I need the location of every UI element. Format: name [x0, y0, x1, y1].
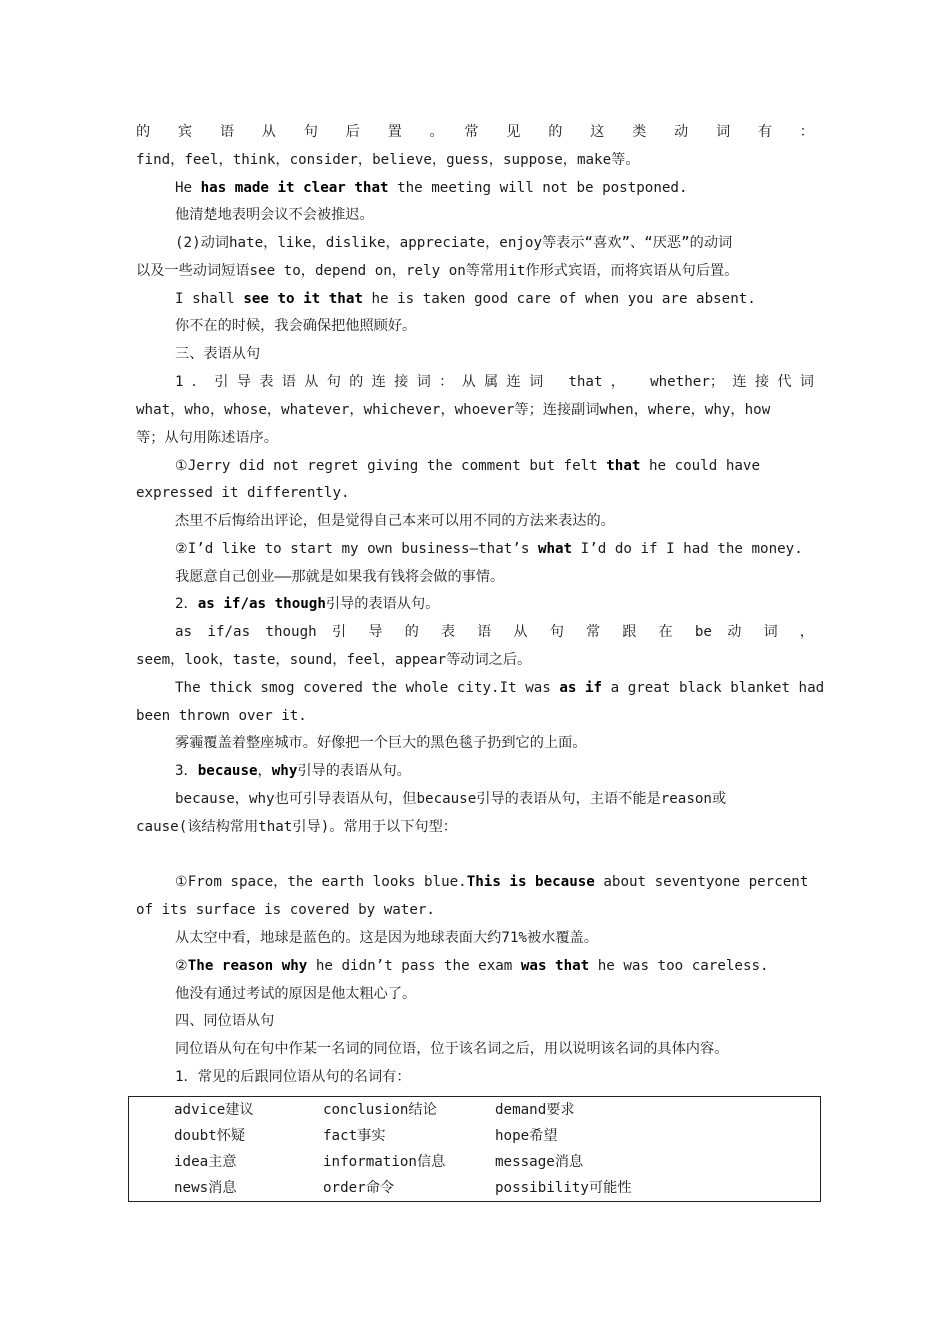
example-sentence: ①From space，the earth looks blue.This is because about seventyone percent — [175, 874, 809, 890]
table-cell: doubt怀疑 — [174, 1128, 246, 1144]
table-row — [129, 1123, 821, 1149]
translation-line: 你不在的时候，我会确保把他照顾好。 — [175, 318, 417, 334]
text-line: 同位语从句在句中作某一名词的同位语，位于该名词之后，用以说明该名词的具体内容。 — [175, 1041, 729, 1057]
example-sentence: ②The reason why he didn’t pass the exam was that he was too careless. — [175, 958, 769, 974]
text-line: 1．引导表语从句的连接词：从属连词 that， whether；连接代词 — [175, 374, 814, 390]
text-line: 的 宾 语 从 句 后 置 。 常 见 的 这 类 动 词 有 ： — [136, 124, 814, 140]
text-line: cause(该结构常用that引导)。常用于以下句型： — [136, 819, 457, 835]
highlight: what — [537, 541, 573, 557]
table-cell: idea主意 — [174, 1154, 237, 1170]
text-line: find，feel，think，consider，believe，guess，suppose，make等。 — [136, 152, 640, 168]
highlight: because — [197, 763, 258, 779]
table-cell: fact事实 — [323, 1128, 386, 1144]
text-line: what，who，whose，whatever，whichever，whoever等；连接副词when，where，why，how — [136, 402, 771, 418]
subheading: 2．as if/as though引导的表语从句。 — [175, 596, 440, 612]
translation-line: 他清楚地表明会议不会被推迟。 — [175, 207, 374, 223]
highlight: has made it clear that — [200, 180, 389, 196]
table-cell: message消息 — [495, 1154, 584, 1170]
section-heading: 三、表语从句 — [175, 346, 261, 362]
highlight: The reason why — [187, 958, 308, 974]
subheading: 3．because，why引导的表语从句。 — [175, 763, 411, 779]
section-heading: 四、同位语从句 — [175, 1013, 275, 1029]
table-cell: information信息 — [323, 1154, 446, 1170]
example-sentence: He has made it clear that the meeting will not be postponed. — [175, 180, 688, 196]
text-line: been thrown over it. — [136, 708, 307, 724]
subheading: 1．常见的后跟同位语从句的名词有： — [175, 1069, 411, 1085]
highlight: see to it that — [243, 291, 363, 307]
text-line: because，why也可引导表语从句，但because引导的表语从句，主语不能是reason或 — [175, 791, 727, 807]
text-line: 以及一些动词短语see to，depend on，rely on等常用it作形式宾语，而将宾语从句后置。 — [136, 263, 739, 279]
table-cell: conclusion结论 — [323, 1102, 437, 1118]
text-line: as if/as though 引 导 的 表 语 从 句 常 跟 在 be 动 词 ， — [175, 624, 814, 640]
highlight: as if/as though — [197, 596, 326, 612]
table-cell: news消息 — [174, 1180, 237, 1196]
example-sentence: ②I’d like to start my own business—that’s what I’d do if I had the money. — [175, 541, 803, 557]
highlight: as if — [559, 680, 603, 696]
table-row — [129, 1175, 821, 1202]
table-cell: demand要求 — [495, 1102, 575, 1118]
table-cell: hope希望 — [495, 1128, 558, 1144]
highlight: that — [606, 458, 641, 474]
translation-line: 雾霾覆盖着整座城市。好像把一个巨大的黑色毯子扔到它的上面。 — [175, 735, 587, 751]
noun-table — [128, 1096, 821, 1202]
text-line: of its surface is covered by water. — [136, 902, 435, 918]
table-row — [129, 1097, 821, 1124]
highlight: was that — [520, 958, 590, 974]
example-sentence: The thick smog covered the whole city.It was as if a great black blanket had — [175, 680, 825, 696]
text-line: seem，look，taste，sound，feel，appear等动词之后。 — [136, 652, 532, 668]
example-sentence: ①Jerry did not regret giving the comment but felt that he could have — [175, 458, 761, 474]
text-line: expressed it differently. — [136, 485, 350, 501]
example-sentence: I shall see to it that he is taken good care of when you are absent. — [175, 291, 756, 307]
translation-line: 他没有通过考试的原因是他太粗心了。 — [175, 986, 417, 1002]
translation-line: 杰里不后悔给出评论，但是觉得自己本来可以用不同的方法来表达的。 — [175, 513, 615, 529]
text-line: (2)动词hate，like，dislike，appreciate，enjoy等表示“喜欢”、“厌恶”的动词 — [175, 235, 733, 251]
table-row — [129, 1149, 821, 1175]
table-cell: advice建议 — [174, 1102, 254, 1118]
table-cell: possibility可能性 — [495, 1180, 632, 1196]
table-cell: order命令 — [323, 1180, 395, 1196]
translation-line: 从太空中看，地球是蓝色的。这是因为地球表面大约71%被水覆盖。 — [175, 930, 598, 946]
translation-line: 我愿意自己创业——那就是如果我有钱将会做的事情。 — [175, 569, 505, 585]
highlight: This is because — [466, 874, 595, 890]
highlight: why — [271, 763, 298, 779]
text-line: 等；从句用陈述语序。 — [136, 430, 278, 446]
